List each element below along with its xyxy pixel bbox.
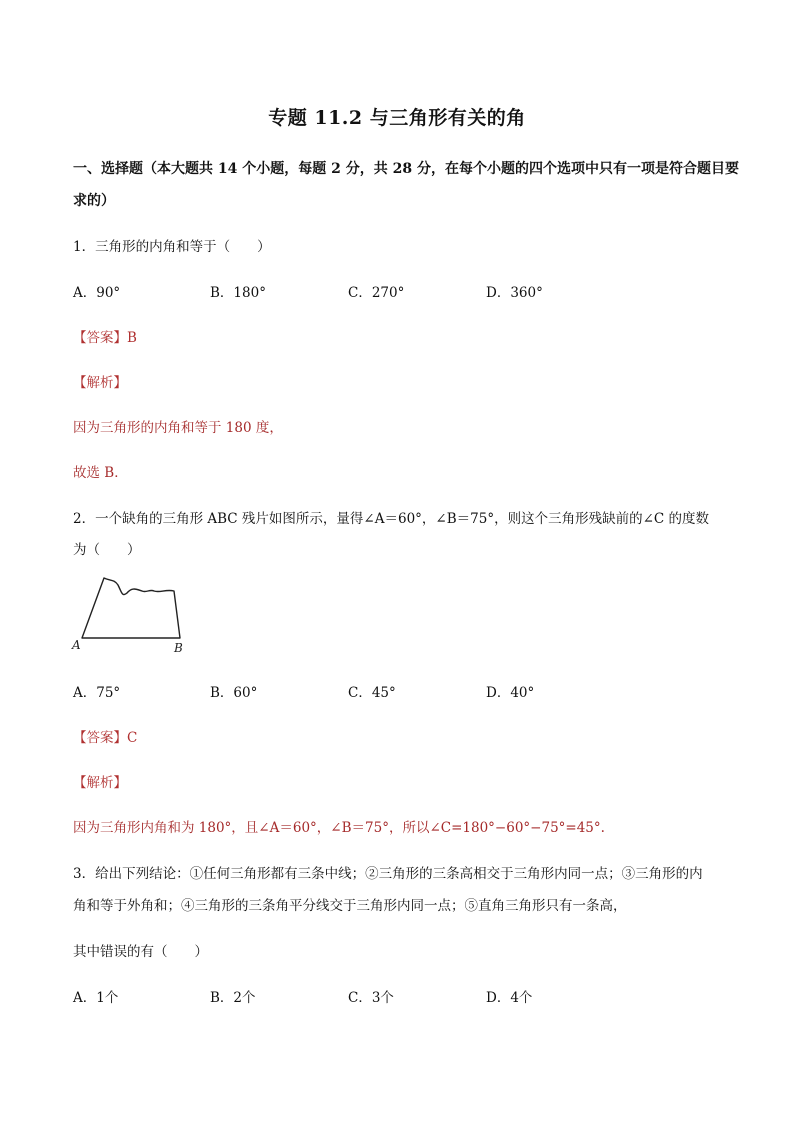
section-heading-line2: 求的）	[73, 193, 115, 209]
q2-option-b: B．60°	[210, 685, 258, 701]
q2-option-d: D．40°	[486, 685, 535, 701]
q3-option-b: B．2个	[210, 990, 256, 1006]
q1-analysis-line2: 故选 B．	[73, 465, 128, 481]
q1-option-c: C．270°	[348, 285, 405, 301]
q2-analysis-label: 【解析】	[73, 775, 127, 791]
q1-answer: 【答案】B	[73, 330, 137, 346]
q3-stem-line1: 3．给出下列结论：①任何三角形都有三条中线；②三角形的三条高相交于三角形内同一点；③三角形的内	[73, 866, 703, 882]
q1-option-a: A．90°	[73, 285, 121, 301]
vertex-label-b: B	[174, 641, 183, 655]
q1-option-d: D．360°	[486, 285, 543, 301]
q1-option-b: B．180°	[210, 285, 266, 301]
q2-stem-line2: 为（ ）	[73, 542, 141, 558]
broken-triangle-figure	[70, 575, 195, 660]
q1-analysis-line1: 因为三角形的内角和等于 180 度，	[73, 420, 283, 436]
q2-analysis-line: 因为三角形内角和为 180°，且∠A＝60°，∠B＝75°，所以∠C=180°−60°−75°=45°.	[73, 820, 605, 836]
q3-option-a: A．1个	[73, 990, 119, 1006]
q3-stem-line3: 其中错误的有（ ）	[73, 944, 208, 960]
page-title: 专题 11.2 与三角形有关的角	[268, 107, 526, 129]
q1-analysis-label: 【解析】	[73, 375, 127, 391]
triangle-outline	[82, 578, 180, 638]
q2-answer: 【答案】C	[73, 730, 138, 746]
q1-stem: 1．三角形的内角和等于（ ）	[73, 239, 271, 255]
section-heading-line1: 一、选择题（本大题共 14 个小题，每题 2 分，共 28 分，在每个小题的四个选项中只有一项是符合题目要	[73, 161, 739, 177]
q3-option-d: D．4个	[486, 990, 533, 1006]
q2-option-a: A．75°	[73, 685, 121, 701]
q3-option-c: C．3个	[348, 990, 394, 1006]
q2-stem-line1: 2．一个缺角的三角形 ABC 残片如图所示，量得∠A＝60°，∠B＝75°，则这个三角形残缺前的∠C 的度数	[73, 511, 710, 527]
q3-stem-line2: 角和等于外角和；④三角形的三条角平分线交于三角形内同一点；⑤直角三角形只有一条高，	[73, 898, 627, 914]
vertex-label-a: A	[72, 638, 81, 652]
q2-option-c: C．45°	[348, 685, 396, 701]
